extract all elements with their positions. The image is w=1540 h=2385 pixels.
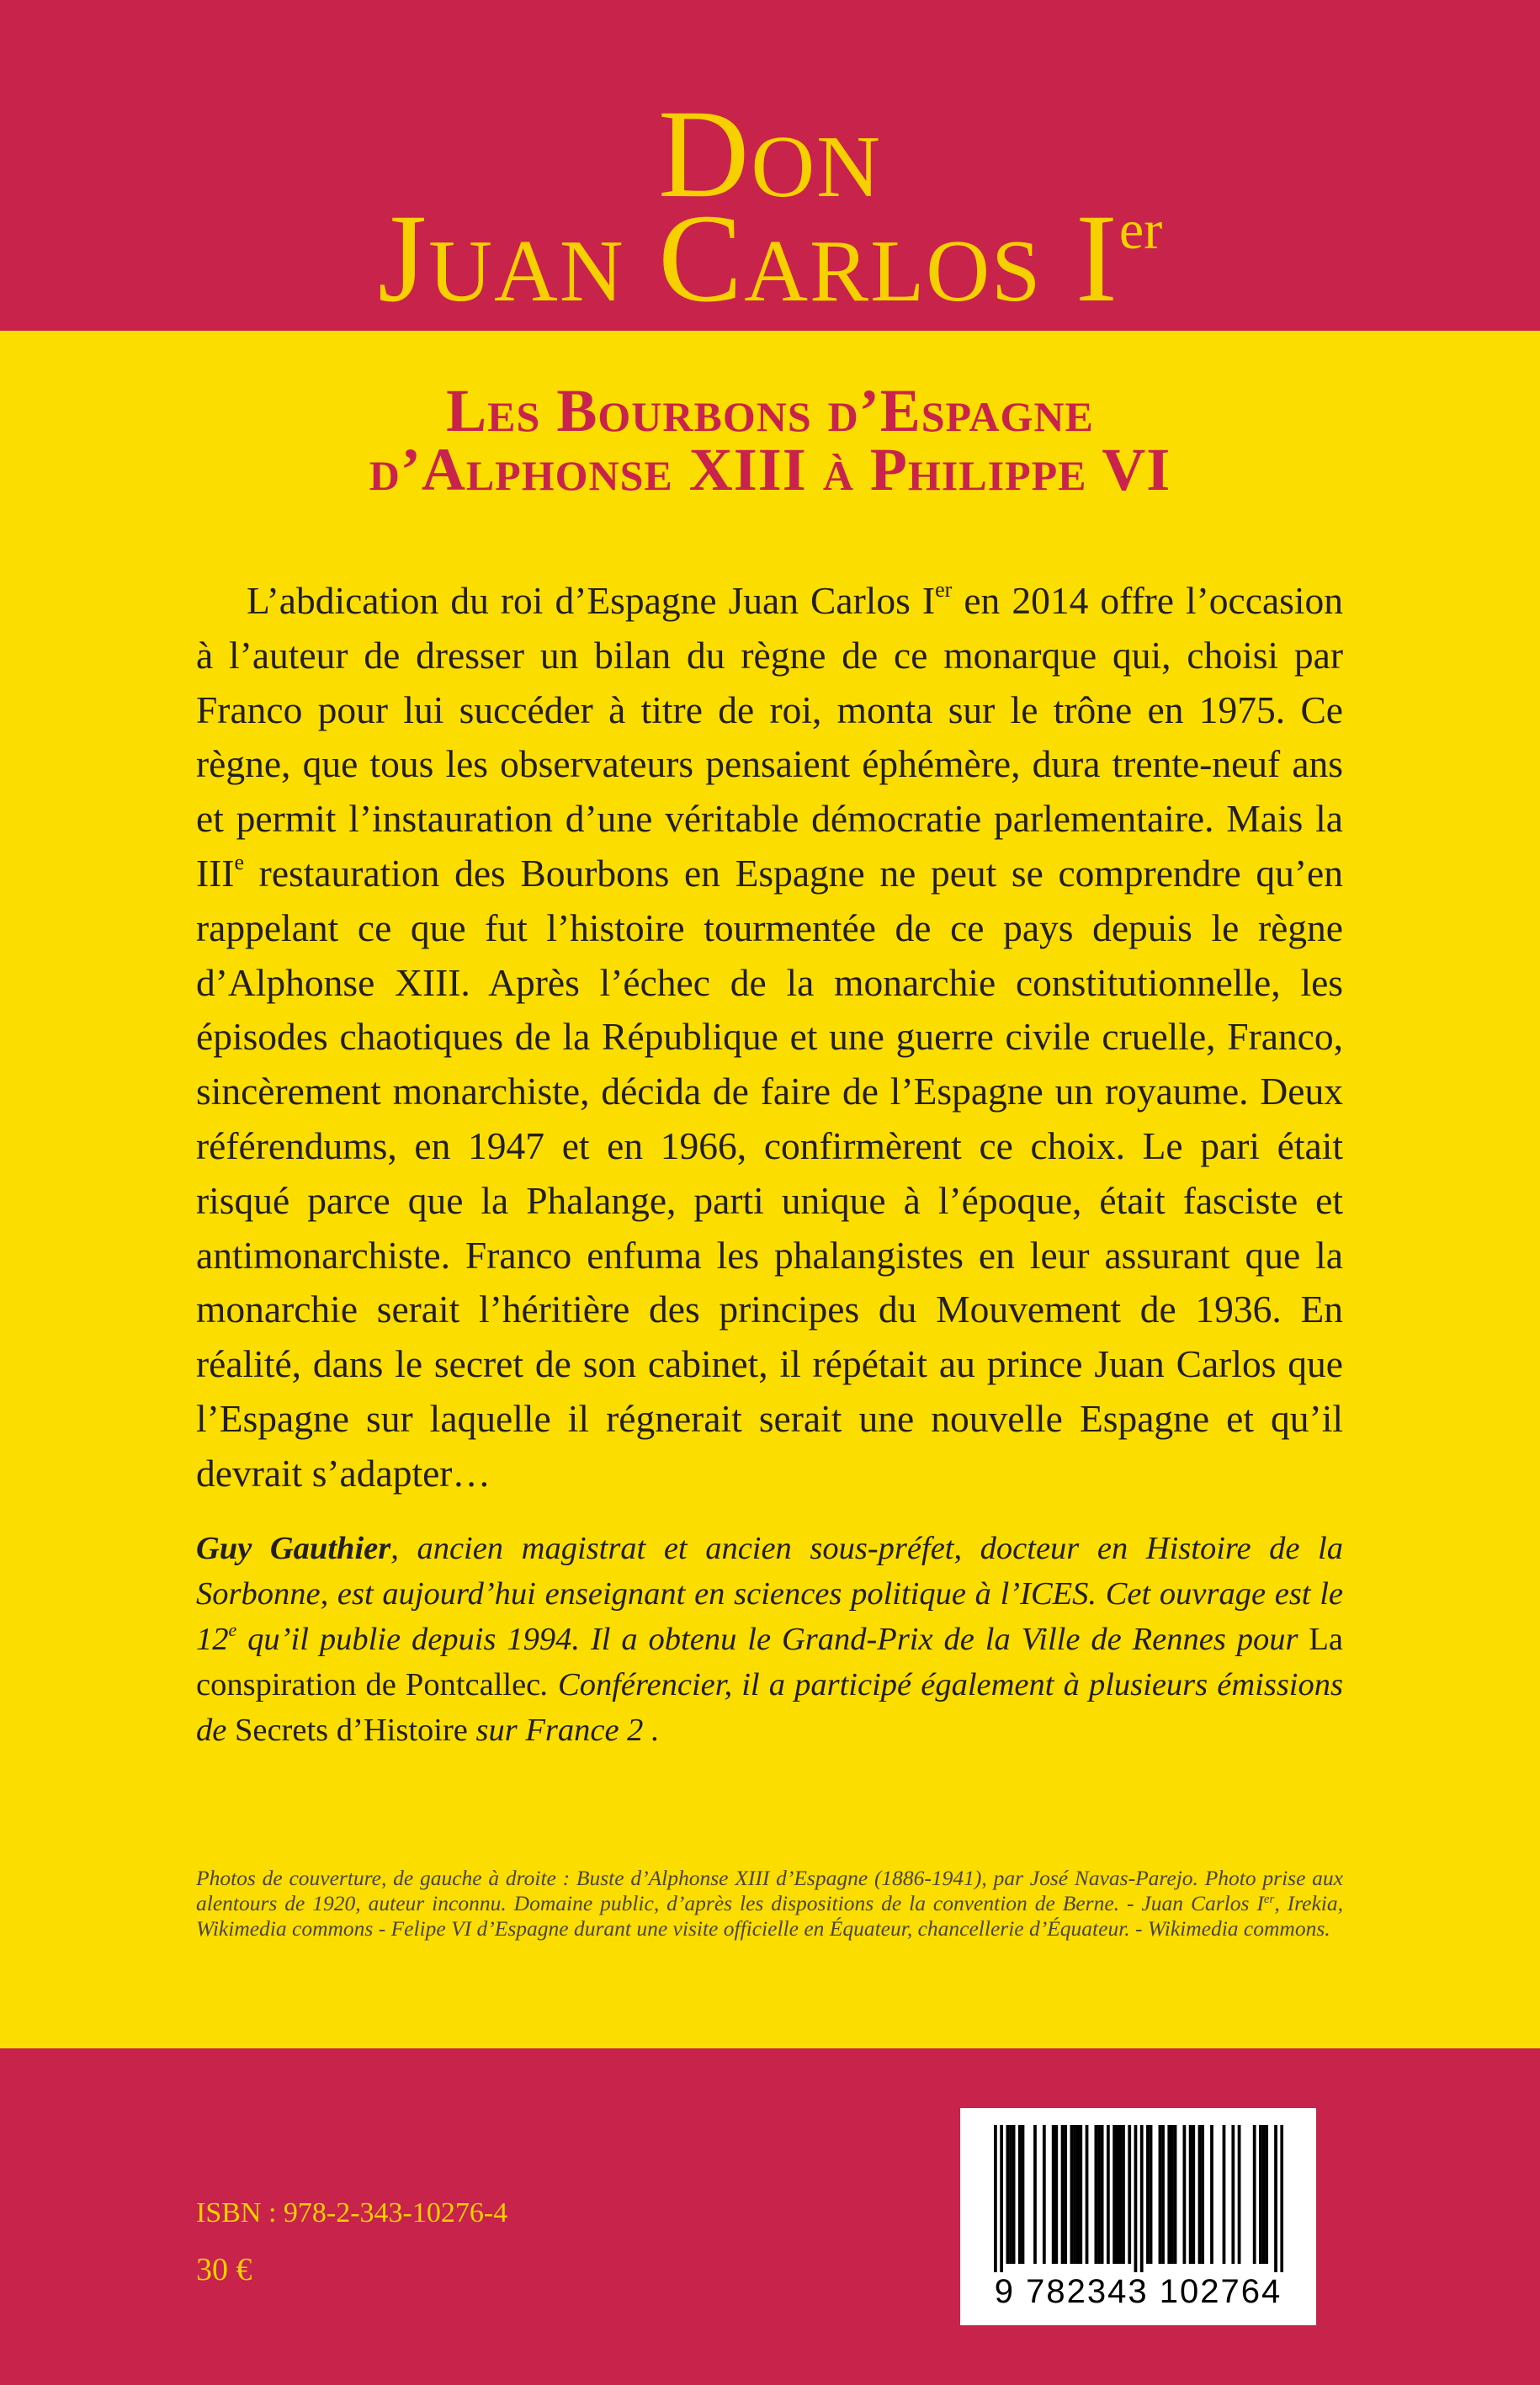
barcode-bar (1009, 2125, 1012, 2264)
barcode-bar (1094, 2125, 1097, 2264)
barcode-bar (1262, 2125, 1266, 2264)
barcode-bar (1006, 2125, 1009, 2264)
credits-text-2: , Irekia, Wikimedia commons - Felipe VI d’Espagne durant une visite officielle en Équateur, chancellerie d’Équateur. - Wikimedia commons. (196, 1891, 1343, 1941)
barcode-bar (1022, 2125, 1025, 2264)
blurb-sup-2: e (234, 849, 245, 874)
blurb-text-3: restauration des Bourbons en Espagne ne peut se comprendre qu’en rappelant ce que fut l’histoire tourmentée de ce pays depuis le règne d’Alphonse XIII. Après l’échec de la monarchie constitutionnelle, les épisodes chaotiques de la République et une guerre civile cruelle, Franco, sincèrement monarchiste, décida de faire de l’Espagne un royaume. Deux référendums, en 1947 et en 1966, confirmèrent ce choix. Le pari était risqué parce que la Phalange, parti unique à l’époque, était fasciste et antimonarchiste. Franco enfuma les phalangistes en leur assurant que la monarchie serait l’héritière des principes du Mouvement de 1936. En réalité, dans le secret de son cabinet, il répétait au prince Juan Carlos que l’Espagne sur laquelle il régnerait serait une nouvelle Espagne et qu’il devrait s’adapter… (196, 851, 1343, 1495)
barcode-bar (1116, 2125, 1119, 2264)
barcode-panel (960, 2108, 1316, 2325)
subtitle-line-2: d’Alphonse XIII à Philippe VI (369, 436, 1171, 503)
barcode-bar (1076, 2125, 1080, 2264)
barcode-bar (1192, 2125, 1195, 2264)
barcode-bar (1000, 2125, 1003, 2272)
barcode-bar (1070, 2125, 1074, 2264)
barcode-bar (1201, 2125, 1204, 2264)
barcode-bar (1183, 2125, 1187, 2264)
title-word-don: Don (658, 84, 882, 224)
author-bio (196, 1526, 1343, 1753)
blurb-paragraph (196, 574, 1343, 1501)
barcode-bar (1167, 2125, 1171, 2264)
barcode-bar (1122, 2125, 1125, 2264)
barcode-bar (1238, 2125, 1241, 2264)
show-title-secrets: Secrets d’Histoire (234, 1713, 468, 1748)
book-title-pontcallec: La conspiration de Pontcallec (196, 1622, 1343, 1702)
barcode-bar (1231, 2125, 1235, 2264)
subtitle-line-1: Les Bourbons d’Espagne (446, 377, 1094, 444)
barcode-bar (1073, 2125, 1076, 2264)
barcode-bar (1150, 2125, 1153, 2264)
bio-text-1: , ancien magistrat et ancien sous-préfet, docteur en Histoire de la Sorbonne, est aujourd’hui enseignant en sciences politique à l’ICES. Cet ouvrage est le 12 (196, 1531, 1343, 1657)
barcode-bar (1280, 2125, 1283, 2272)
barcode-bar (1253, 2125, 1256, 2264)
price-label: 30 € (196, 2252, 252, 2287)
barcode-bar (1079, 2125, 1082, 2264)
barcode-bar (1134, 2125, 1138, 2272)
barcode-bar (1086, 2125, 1089, 2264)
barcode-bar (1097, 2125, 1101, 2264)
barcode-bar (994, 2125, 997, 2272)
barcode-bar (1171, 2125, 1174, 2264)
title-superscript: er (1118, 199, 1163, 261)
bio-sup: e (228, 1619, 237, 1640)
barcode-bar (1146, 2125, 1150, 2264)
barcode-bar (1064, 2125, 1067, 2264)
barcode-bar (1043, 2125, 1046, 2264)
barcode-bar (1018, 2125, 1022, 2264)
barcode-bar (1210, 2125, 1213, 2264)
barcode-bar (1128, 2125, 1131, 2264)
barcode-bar (1198, 2125, 1202, 2264)
bio-text-3: . Conférencier, il a participé également à plusieurs émissions de (196, 1667, 1343, 1748)
barcode-bar (1113, 2125, 1116, 2264)
barcode-digits: 9 782343 102764 (994, 2273, 1282, 2310)
barcode-bar (1161, 2125, 1165, 2264)
credits-sup: er (1263, 1893, 1275, 1906)
barcode-bar (1274, 2125, 1277, 2272)
barcode-bar (1107, 2125, 1110, 2264)
barcode-bar (1033, 2125, 1037, 2264)
book-title-line-2 (0, 189, 1540, 328)
title-name: Juan Carlos I (377, 189, 1119, 328)
barcode-bar (1118, 2125, 1122, 2264)
author-name: Guy Gauthier (196, 1531, 391, 1566)
blurb-sup-1: er (935, 577, 953, 602)
barcode-bar (1174, 2125, 1177, 2264)
barcode-bar (1189, 2125, 1192, 2264)
blurb-text-2: en 2014 offre l’occasion à l’auteur de dresser un bilan du règne de ce monarque qui, choisi par Franco pour lui succéder à titre de roi, monta sur le trône en 1975. Ce règne, que tous les observateurs pensaient éphémère, dura trente-neuf ans et permit l’instauration d’une véritable démocratie parlementaire. Mais la III (196, 579, 1343, 895)
barcode-bar (1054, 2125, 1058, 2264)
bio-text-4: sur France 2 . (467, 1713, 660, 1748)
barcode-bar (1259, 2125, 1262, 2264)
barcode-bar (1012, 2125, 1016, 2264)
isbn-label: ISBN : 978-2-343-10276-4 (196, 2197, 508, 2228)
barcode-bars (994, 2125, 1283, 2272)
barcode-bar (1140, 2125, 1144, 2272)
barcode-bar (1101, 2125, 1104, 2264)
barcode-bar (1159, 2125, 1162, 2264)
credits-text-1: Photos de couverture, de gauche à droite : Buste d’Alphonse XIII d’Espagne (1886-1941), par José Navas-Parejo. Photo prise aux alentours de 1920, auteur inconnu. Domaine public, d’après les dispositions de la convention de Berne. - Juan Carlos I (196, 1866, 1343, 1915)
photo-credits (196, 1866, 1343, 1941)
barcode-bar (1223, 2125, 1226, 2264)
barcode-bar (1061, 2125, 1065, 2264)
barcode-bar (1265, 2125, 1268, 2264)
bio-text-2: qu’il publie depuis 1994. Il a obtenu le Grand-Prix de la Ville de Rennes pour (236, 1622, 1309, 1657)
blurb-text-1: L’abdication du roi d’Espagne Juan Carlos I (247, 579, 936, 622)
barcode-bar (1052, 2125, 1055, 2264)
